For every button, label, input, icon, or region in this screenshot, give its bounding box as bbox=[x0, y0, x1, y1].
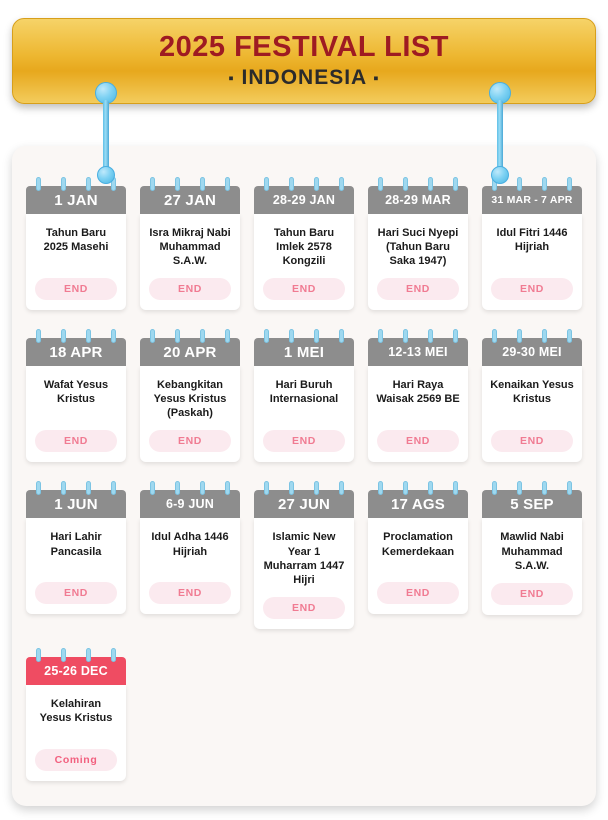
pushpin-left-icon bbox=[95, 82, 117, 184]
card-event-name: Tahun Baru Imlek 2578 Kongzili bbox=[273, 227, 335, 268]
subtitle-text: INDONESIA bbox=[241, 66, 367, 90]
binding-ring-icon bbox=[175, 481, 180, 495]
card-date: 17 AGS bbox=[368, 490, 468, 518]
card-event-name: Hari Buruh Internasional bbox=[269, 379, 339, 406]
card-event-name: Hari Lahir Pancasila bbox=[50, 531, 102, 558]
binding-ring-icon bbox=[225, 481, 230, 495]
spiral-binding-icon bbox=[378, 481, 458, 495]
card-date: 27 JAN bbox=[140, 186, 240, 214]
card-date: 28-29 JAN bbox=[254, 186, 354, 214]
status-badge: END bbox=[149, 430, 231, 452]
binding-ring-icon bbox=[403, 481, 408, 495]
festival-card[interactable] bbox=[482, 186, 582, 310]
festival-card[interactable] bbox=[254, 490, 354, 628]
binding-ring-icon bbox=[264, 481, 269, 495]
card-event-name: Isra Mikraj Nabi Muhammad S.A.W. bbox=[149, 227, 231, 268]
card-date: 29-30 MEI bbox=[482, 338, 582, 366]
pushpin-right-icon bbox=[489, 82, 511, 184]
spiral-binding-icon bbox=[378, 177, 458, 191]
bullet-right-icon: ▪ bbox=[373, 70, 380, 88]
card-date: 27 JUN bbox=[254, 490, 354, 518]
binding-ring-icon bbox=[111, 481, 116, 495]
binding-ring-icon bbox=[314, 481, 319, 495]
card-event-name: Kelahiran Yesus Kristus bbox=[39, 697, 113, 724]
festival-card[interactable] bbox=[26, 338, 126, 462]
card-body bbox=[140, 214, 240, 310]
spiral-binding-icon bbox=[36, 481, 116, 495]
festival-card[interactable] bbox=[482, 490, 582, 628]
binding-ring-icon bbox=[200, 329, 205, 343]
binding-ring-icon bbox=[111, 329, 116, 343]
spiral-binding-icon bbox=[492, 329, 572, 343]
status-badge: END bbox=[149, 278, 231, 300]
festival-card[interactable] bbox=[368, 490, 468, 628]
status-badge: END bbox=[263, 597, 345, 619]
status-badge: END bbox=[35, 582, 117, 604]
status-badge: END bbox=[263, 278, 345, 300]
card-body bbox=[482, 214, 582, 310]
spiral-binding-icon bbox=[150, 329, 230, 343]
spiral-binding-icon bbox=[150, 481, 230, 495]
card-body bbox=[26, 214, 126, 310]
binding-ring-icon bbox=[567, 329, 572, 343]
festival-card[interactable] bbox=[254, 186, 354, 310]
status-badge: END bbox=[377, 278, 459, 300]
binding-ring-icon bbox=[403, 329, 408, 343]
binding-ring-icon bbox=[86, 329, 91, 343]
festival-card[interactable] bbox=[140, 338, 240, 462]
card-date: 1 JUN bbox=[26, 490, 126, 518]
card-date: 31 MAR - 7 APR bbox=[482, 186, 582, 214]
binding-ring-icon bbox=[492, 481, 497, 495]
card-body bbox=[26, 685, 126, 781]
festival-card[interactable] bbox=[368, 338, 468, 462]
status-badge: END bbox=[491, 583, 573, 605]
card-event-name: Tahun Baru 2025 Masehi bbox=[43, 227, 109, 254]
pushpin-needle bbox=[103, 100, 109, 172]
binding-ring-icon bbox=[200, 177, 205, 191]
card-date: 5 SEP bbox=[482, 490, 582, 518]
card-body bbox=[368, 214, 468, 310]
bullet-left-icon: ▪ bbox=[228, 70, 235, 88]
festival-card-grid bbox=[26, 186, 582, 809]
page-title: 2025 FESTIVAL LIST bbox=[159, 30, 449, 63]
binding-ring-icon bbox=[517, 329, 522, 343]
card-date: 28-29 MAR bbox=[368, 186, 468, 214]
binding-ring-icon bbox=[453, 481, 458, 495]
binding-ring-icon bbox=[150, 329, 155, 343]
pushpin-needle bbox=[497, 100, 503, 172]
card-body bbox=[26, 518, 126, 614]
binding-ring-icon bbox=[314, 177, 319, 191]
binding-ring-icon bbox=[36, 648, 41, 662]
pushpin-tip bbox=[491, 166, 509, 184]
card-date: 20 APR bbox=[140, 338, 240, 366]
binding-ring-icon bbox=[86, 648, 91, 662]
binding-ring-icon bbox=[492, 329, 497, 343]
spiral-binding-icon bbox=[492, 481, 572, 495]
festival-card[interactable] bbox=[482, 338, 582, 462]
card-date: 1 JAN bbox=[26, 186, 126, 214]
binding-ring-icon bbox=[61, 177, 66, 191]
card-event-name: Wafat Yesus Kristus bbox=[43, 379, 109, 406]
binding-ring-icon bbox=[453, 177, 458, 191]
festival-card[interactable] bbox=[140, 490, 240, 628]
binding-ring-icon bbox=[289, 329, 294, 343]
status-badge: Coming bbox=[35, 749, 117, 771]
card-event-name: Idul Fitri 1446 Hijriah bbox=[496, 227, 568, 254]
card-event-name: Islamic New Year 1 Muharram 1447 Hijri bbox=[263, 531, 345, 586]
binding-ring-icon bbox=[517, 177, 522, 191]
binding-ring-icon bbox=[378, 481, 383, 495]
spiral-binding-icon bbox=[264, 177, 344, 191]
card-body bbox=[26, 366, 126, 462]
card-body bbox=[140, 366, 240, 462]
binding-ring-icon bbox=[200, 481, 205, 495]
binding-ring-icon bbox=[289, 481, 294, 495]
binding-ring-icon bbox=[175, 329, 180, 343]
card-event-name: Hari Suci Nyepi (Tahun Baru Saka 1947) bbox=[377, 227, 459, 268]
binding-ring-icon bbox=[225, 329, 230, 343]
status-badge: END bbox=[263, 430, 345, 452]
festival-card[interactable] bbox=[368, 186, 468, 310]
spiral-binding-icon bbox=[150, 177, 230, 191]
binding-ring-icon bbox=[150, 481, 155, 495]
binding-ring-icon bbox=[61, 648, 66, 662]
card-event-name: Idul Adha 1446 Hijriah bbox=[151, 531, 229, 558]
card-body bbox=[140, 518, 240, 614]
card-date: 18 APR bbox=[26, 338, 126, 366]
binding-ring-icon bbox=[86, 177, 91, 191]
festival-card[interactable] bbox=[254, 338, 354, 462]
status-badge: END bbox=[149, 582, 231, 604]
festival-card[interactable] bbox=[26, 186, 126, 310]
card-body bbox=[368, 366, 468, 462]
status-badge: END bbox=[377, 430, 459, 452]
binding-ring-icon bbox=[36, 329, 41, 343]
card-body bbox=[368, 518, 468, 614]
card-date: 1 MEI bbox=[254, 338, 354, 366]
card-body bbox=[254, 518, 354, 628]
binding-ring-icon bbox=[428, 177, 433, 191]
binding-ring-icon bbox=[36, 481, 41, 495]
binding-ring-icon bbox=[428, 481, 433, 495]
binding-ring-icon bbox=[264, 177, 269, 191]
binding-ring-icon bbox=[567, 177, 572, 191]
binding-ring-icon bbox=[339, 329, 344, 343]
festival-card[interactable] bbox=[26, 657, 126, 781]
status-badge: END bbox=[35, 278, 117, 300]
binding-ring-icon bbox=[36, 177, 41, 191]
card-date: 12-13 MEI bbox=[368, 338, 468, 366]
binding-ring-icon bbox=[175, 177, 180, 191]
binding-ring-icon bbox=[289, 177, 294, 191]
card-body bbox=[254, 366, 354, 462]
binding-ring-icon bbox=[517, 481, 522, 495]
festival-card[interactable] bbox=[26, 490, 126, 628]
binding-ring-icon bbox=[339, 177, 344, 191]
festival-card[interactable] bbox=[140, 186, 240, 310]
spiral-binding-icon bbox=[378, 329, 458, 343]
binding-ring-icon bbox=[567, 481, 572, 495]
card-event-name: Hari Raya Waisak 2569 BE bbox=[376, 379, 460, 406]
status-badge: END bbox=[491, 278, 573, 300]
binding-ring-icon bbox=[428, 329, 433, 343]
binding-ring-icon bbox=[150, 177, 155, 191]
card-body bbox=[482, 518, 582, 614]
card-date: 25-26 DEC bbox=[26, 657, 126, 685]
spiral-binding-icon bbox=[264, 481, 344, 495]
card-body bbox=[482, 366, 582, 462]
binding-ring-icon bbox=[453, 329, 458, 343]
card-event-name: Proclamation Kemerdekaan bbox=[381, 531, 455, 558]
spiral-binding-icon bbox=[36, 648, 116, 662]
binding-ring-icon bbox=[314, 329, 319, 343]
binding-ring-icon bbox=[264, 329, 269, 343]
binding-ring-icon bbox=[61, 481, 66, 495]
spiral-binding-icon bbox=[36, 329, 116, 343]
binding-ring-icon bbox=[542, 329, 547, 343]
page-subtitle bbox=[228, 66, 379, 90]
binding-ring-icon bbox=[86, 481, 91, 495]
card-date: 6-9 JUN bbox=[140, 490, 240, 518]
card-event-name: Kebangkitan Yesus Kristus (Paskah) bbox=[153, 379, 227, 420]
binding-ring-icon bbox=[378, 329, 383, 343]
card-event-name: Mawlid Nabi Muhammad S.A.W. bbox=[500, 531, 564, 572]
binding-ring-icon bbox=[378, 177, 383, 191]
binding-ring-icon bbox=[111, 648, 116, 662]
pushpin-tip bbox=[97, 166, 115, 184]
binding-ring-icon bbox=[61, 329, 66, 343]
status-badge: END bbox=[35, 430, 117, 452]
card-event-name: Kenaikan Yesus Kristus bbox=[490, 379, 574, 406]
status-badge: END bbox=[491, 430, 573, 452]
binding-ring-icon bbox=[225, 177, 230, 191]
status-badge: END bbox=[377, 582, 459, 604]
spiral-binding-icon bbox=[264, 329, 344, 343]
binding-ring-icon bbox=[339, 481, 344, 495]
card-body bbox=[254, 214, 354, 310]
binding-ring-icon bbox=[542, 177, 547, 191]
binding-ring-icon bbox=[542, 481, 547, 495]
binding-ring-icon bbox=[403, 177, 408, 191]
